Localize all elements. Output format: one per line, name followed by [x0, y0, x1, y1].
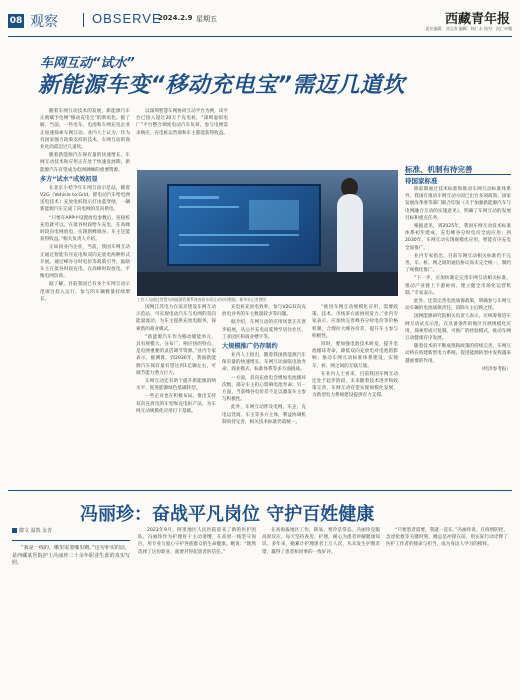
story2-headline: 冯丽珍：奋战平凡岗位 守护百姓健康 — [80, 504, 375, 525]
paragraph: 国网江苏电力在南京建设车网互动示范站，可实现电动汽车与电网的双向能量流动，为车主提供充放电服务，探索新的商业模式。 — [136, 305, 216, 332]
paragraph: 车网互动还有助于提升新能源消纳水平，促进能源绿色低碳转型。 — [136, 379, 216, 392]
story1-source: （经济参考报） — [478, 366, 511, 372]
paragraph: 一方面，双向充放电会增加电池循环次数，部分车主担心影响电池寿命；另一方面，当前峰谷电价差不足以激发车主参与积极性。 — [222, 375, 306, 403]
paragraph: “推进车网互动规模化应用，需要政策、技术、市场多方面协同发力。”业内专家表示，应加快完善峰谷分时电价等价格机制，合理拉大峰谷价差，提升车主参与积极性。 — [312, 305, 398, 339]
paragraph: 据介绍，车网互动的应用场景正在逐步拓展，从公共充电站延伸至居住社区、工业园区和商业楼宇等。 — [222, 320, 306, 340]
paragraph: 在高海拔地区工作，缺氧、寒冷是常态。冯丽珍克服高原反应，每天坚持查房、护理，耐心为患者讲解健康知识。多年来，她累计护理患者上万人次，从未发生护理差错，赢得了患者和同事的一致好评。 — [262, 528, 380, 555]
paragraph: 据了解，目前我国已有多个车网互动示范项目投入运行，参与的车辆数量持续增长。 — [40, 282, 130, 302]
byline-marker-icon — [12, 528, 17, 533]
story2-column-1 — [138, 527, 256, 695]
paragraph: 2023年9月，阿里地区人民医院迎来了新的医护团队。冯丽珍作为护理骨干主动请缨，在高原一线坚守岗位，用专业与爱心守护各族群众的生命健康。她说：“既然选择了这份职业，就要对得起患者的信任。” — [138, 528, 256, 555]
paragraph: “下一步，应加快制定完善车网互动相关标准，推动产业链上下游协同，建立健全市场化运营机制。”专家表示。 — [405, 276, 511, 296]
section-title-en: OBSERVE — [92, 11, 162, 26]
story1-photo — [137, 170, 398, 296]
paragraph: 随着新能源汽车保有量的快速增长，车网互动技术和应用正在处于快速发展期，新能源汽车有望成为电网调峰的重要资源。 — [40, 153, 130, 173]
story-divider — [8, 490, 512, 491]
paragraph: 此外，还需完善电池质保政策，明确参与车网互动车辆的电池质保责任，消除车主后顾之忧。 — [405, 299, 511, 312]
story1-headline: 新能源车变“移动充电宝”需迈几道坎 — [38, 73, 405, 98]
paragraph: 国网能源研究院相关负责人表示，应统筹推进车网互动试点示范，在具备条件的地区开展规模化应用，探索形成可复制、可推广的经验模式，推动车网互动健康有序发展。 — [405, 314, 511, 342]
story1-column-2 — [136, 304, 216, 488]
paragraph: 根据意见，到2025年，我国车网互动技术标准体系初步建成，充电峰谷分时电价全面应用；到2030年，车网互动实现规模化应用，智能有序充电全面推广。 — [405, 224, 511, 251]
newspaper-name: 西藏青年报 — [444, 12, 510, 27]
story1-column-3 — [222, 304, 306, 488]
story1-column-5 — [405, 186, 511, 486]
page-number: 08 — [9, 16, 23, 26]
right-column-rule — [405, 174, 511, 175]
header-separator — [83, 13, 84, 27]
paragraph: “新能源汽车作为移动储能单元，具有规模大、分布广、响应快的特点，是电网重要的灵活调节资源。”业内专家表示，据测算，到2030年，我国新能源汽车保有量有望达到1亿辆左右，可调节能力潜力巨大。 — [136, 334, 216, 376]
paragraph: 在业内人士看来，目前我国车网互动还处于起步阶段，未来随着技术进步和政策完善，车网互动有望实现规模化发展，为新型电力系统建设提供有力支撑。 — [312, 371, 398, 399]
photo-caption: 工作人员通过智慧车网能源管理系统查看车网互动实时数据。新华社记者供图 — [137, 297, 267, 302]
paragraph: 除前期通过技术标准和推动车网互动标准体系外，我国在推动车网互动方面已出台多项政策。国家发展改革委等部门联合印发《关于加强新能源汽车与电网融合互动的实施意见》，明确了车网互动的发展目标和重点任务。 — [405, 187, 511, 221]
paragraph: “只要在APP中设置放电参数后，连接桩充电就可以。在低谷时段给车充电，在高峰时段向电网放电，实现削峰填谷。车主还能获得收益。”相关负责人介绍。 — [40, 215, 130, 243]
story2-quote-box — [12, 540, 130, 696]
story2-byline — [12, 527, 52, 534]
paragraph: 此外，车网互动涉及电网、车企、充电运营商、车主等多方主体，利益协调机制尚待完善，相关技术标准仍需统一。 — [222, 405, 306, 425]
section-title-cn: 观察 — [30, 14, 58, 30]
issue-date: 2024.2.9 — [158, 14, 193, 22]
paragraph: 以深圳智慧车网协同互动平台为例，该平台已接入超过20万个充电桩，“深圳虚拟电厂”平台整合调度电动汽车负荷，参与电网需求响应，充电桩运营商和车主都能获得收益。 — [136, 109, 228, 136]
paragraph: 同时，要加强电池技术研发，提升电池循环寿命，降低双向充放电对电池的影响；推动车网互动标准体系建设，实现车、桩、网之间的互联互通。 — [312, 342, 398, 369]
story2-column-3 — [386, 527, 508, 695]
paragraph: 随着技术的不断成熟和政策的持续完善，车网互动将在构建新型电力系统、促进能源转型中发挥越来越重要的作用。 — [405, 344, 511, 364]
subheading: 大规模推广仍存制约 — [222, 343, 278, 351]
story1-column-2-top — [136, 108, 228, 166]
page-header — [0, 0, 520, 40]
story2-column-2 — [262, 527, 380, 695]
header-rule — [8, 36, 512, 37]
byline-text: 微文 温凯 永青 — [19, 528, 53, 534]
paragraph: 业内人士指出，随着我国新能源汽车保有量的快速增长，车网互动面临电池寿命、商业模式、标准体系等多方面挑战。 — [222, 353, 306, 373]
paragraph: “只要患者需要，我就一直在。”冯丽珍说。在疫情防控、急诊抢救等关键时刻，她总是冲锋在前，用实际行动诠释了医护工作者的使命与担当，成为身边人学习的榜样。 — [386, 528, 508, 548]
photo-screen — [167, 184, 321, 266]
paragraph: 随着车网互动技术的发展，新能源汽车正被赋予电网“移动充电宝”的新角色。据了解，当前，一些电车、电池和车网充电企业正加速探索车网互动。业内人士认为，作为有国家强力政策支持的技术，车网互动的商业化尚需迈过几道坎。 — [40, 109, 130, 151]
story1-right-subheading: 标准、机制有待完善 — [405, 165, 473, 174]
subheading: 多方“试水”成效初显 — [40, 175, 98, 183]
photo-floor — [137, 272, 398, 296]
issue-weekday: 星期五 — [196, 15, 217, 23]
paragraph: 业内专家指出，目前车网互动相关标准仍不完善，车、桩、网之间的通信协议尚未完全统一，制约了规模化推广。 — [405, 253, 511, 274]
paragraph: 充电桩充放电效率、参与V2G双向充放电业务的车主数量较少等问题。 — [222, 305, 306, 318]
story2-quote — [12, 545, 130, 695]
paragraph: 一些企业也在积极布局，推出支持双向充放电的车型和充电桩产品，为车网互动规模化应用打下基础。 — [136, 394, 216, 414]
story1-kicker: 车网互动“试水” — [40, 56, 135, 71]
paragraph: 正如同业内企业，当前，我国车网互动正通过智能有序充电和双向充放电两种形式开展。通过峰谷分时电价等政策引导，鼓励车主在低谷时段充电、在高峰时段放电，平衡电网负荷。 — [40, 245, 130, 280]
editor-credits: 责任编辑：刘文涛 编辑：杨仁永 校对：次仁卓嘎 — [425, 26, 512, 31]
paragraph: 在北京小桔今年车网互动示范站，随着V2G（Vehicle to Grid，即电动汽车给电网送电技术）充放电桩指示灯由蓝变绿，一辆新能源汽车完成了向电网的反向供电。 — [40, 185, 130, 213]
story1-column-1 — [40, 108, 130, 488]
story1-column-4 — [312, 304, 398, 488]
paragraph: “我是一线的，哪里需要哪里跑。”这句朴实的话，是西藏某医院护士冯丽珍二十余年职业生涯的真实写照。 — [12, 545, 130, 567]
story1-right-subheading-2: 待国家标准 — [405, 177, 438, 185]
